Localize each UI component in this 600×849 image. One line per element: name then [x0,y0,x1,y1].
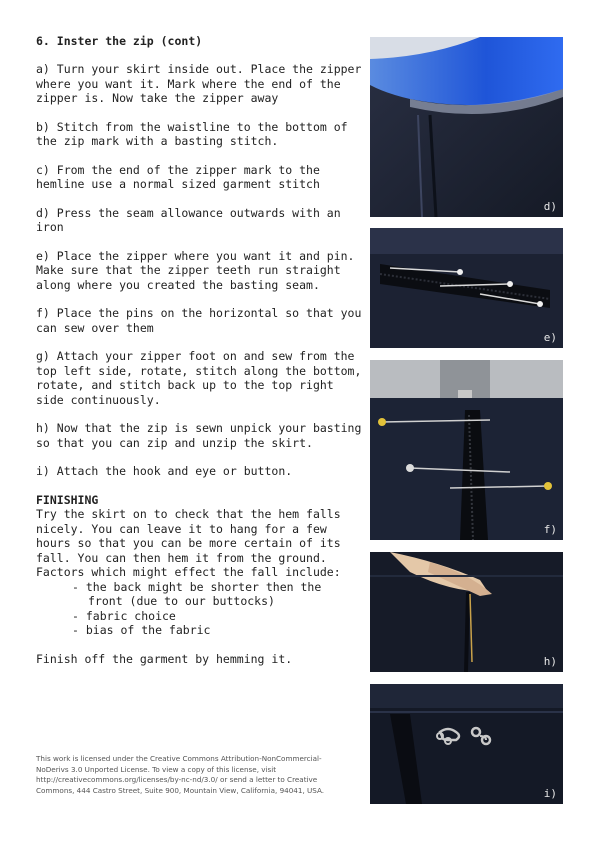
photo-caption: f) [543,523,557,536]
photo-caption: e) [543,331,557,344]
step-f: f) Place the pins on the horizontal so that you can sew over them [36,306,362,335]
list-item: - fabric choice [72,608,176,623]
photo-sewing-zipper [370,360,563,540]
step-e: e) Place the zipper where you want it and pin. Make sure that the zipper teeth run straight along where you created the basting seam. [36,248,355,292]
photo-caption: d) [543,200,557,213]
iron-photo-icon [370,37,563,217]
section-heading: 6. Inster the zip (cont) [36,34,203,48]
finishing-final: Finish off the garment by hemming it. [36,651,293,666]
step-g: g) Attach your zipper foot on and sew from the top left side, rotate, stitch along the bottom, rotate, and stitch back up to the top right side continuously. [36,349,362,407]
finishing-title: FINISHING [36,492,99,507]
step-d: d) Press the seam allowance outwards with an iron [36,205,341,234]
photo-caption: i) [543,787,557,800]
instructions-column [36,34,362,666]
finishing-body: Try the skirt on to check that the hem falls nicely. You can leave it to hang for a few hours so that you can be more certain of its fall. You can then hem it from the ground. Factors which might effect the fall include: [36,507,341,579]
step-h: h) Now that the zip is sewn unpick your basting so that you can zip and unzip the skirt. [36,421,362,450]
pinned-zipper-photo-icon [370,228,563,348]
list-item: - the back might be shorter then the front (due to our buttocks) [72,579,322,608]
license-notice: This work is licensed under the Creative Commons Attribution-NonCommercial-NoDerivs 3.0 Unported License. To view a copy of this license, visit http://creativecommons.org/licenses/by-nc-nd/3.0/ or send a letter to Creative Commons, 444 Castro Street, Suite 900, Mountain View, California, 94041, USA. [36,754,325,795]
photo-pinned-zipper [370,228,563,348]
step-b: b) Stitch from the waistline to the bottom of the zip mark with a basting stitch. [36,119,348,148]
hook-and-eye-photo-icon [370,684,563,804]
step-a: a) Turn your skirt inside out. Place the zipper where you want it. Mark where the end of the zipper is. Now take the zipper away [36,62,362,105]
list-item: - bias of the fabric [72,623,211,637]
photo-unpicking [370,552,563,672]
step-i: i) Attach the hook and eye or button. [36,464,293,478]
step-c: c) From the end of the zipper mark to the hemline use a normal sized garment stitch [36,162,320,191]
photo-caption: h) [543,655,557,668]
unpicking-basting-photo-icon [370,552,563,672]
photo-iron [370,37,563,217]
fall-factors-list [36,580,362,638]
sewing-machine-zipper-photo-icon [370,360,563,540]
photo-hook-eye [370,684,563,804]
